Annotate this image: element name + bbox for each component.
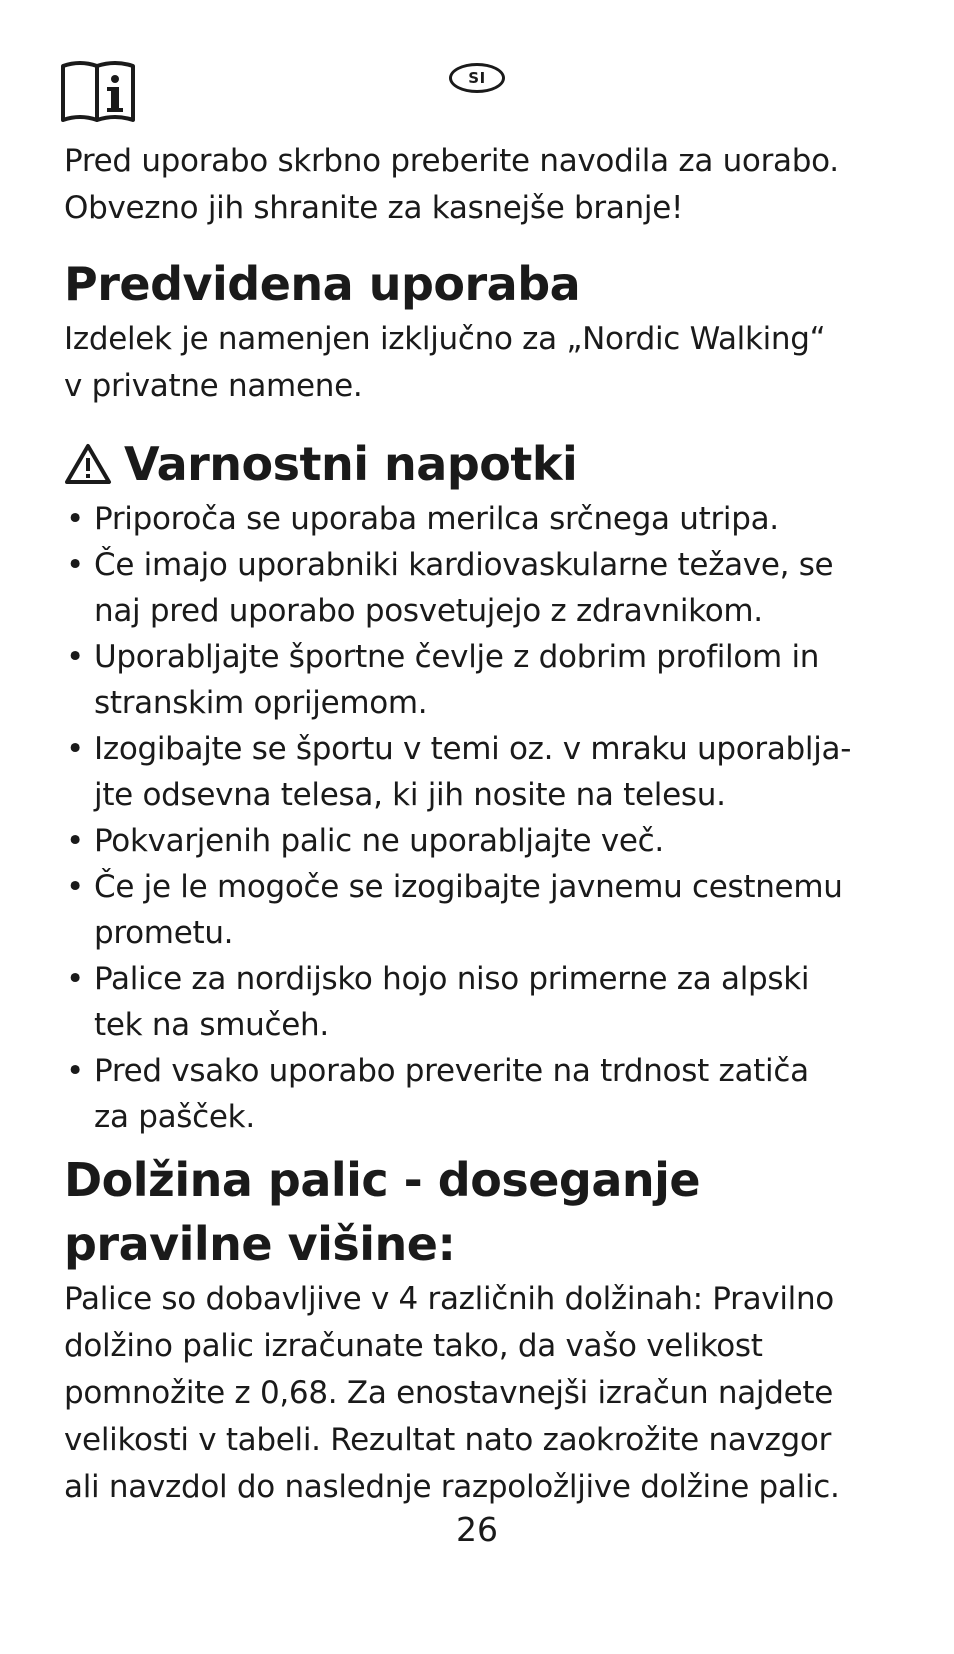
list-item-line: Če je le mogoče se izogibajte javnemu cestnemu xyxy=(94,869,843,905)
list-item-line: Če imajo uporabniki kardiovaskularne težave, se xyxy=(94,547,834,583)
list-item xyxy=(64,818,904,864)
pole-length-line: ali navzdol do naslednje razpoložljive dolžine palic. xyxy=(64,1469,840,1505)
list-item xyxy=(64,864,904,956)
intended-use-heading: Predvidena uporaba xyxy=(64,257,581,311)
intended-use-line: Izdelek je namenjen izključno za „Nordic Walking“ xyxy=(64,321,826,357)
list-item-line: za pašček. xyxy=(94,1099,255,1135)
list-item-line: stranskim oprijemom. xyxy=(94,685,428,721)
intended-use-text xyxy=(64,316,904,410)
language-badge: SI xyxy=(449,63,505,93)
list-item-line: prometu. xyxy=(94,915,234,951)
pole-length-line: dolžino palic izračunate tako, da vašo velikost xyxy=(64,1328,763,1364)
list-item-line: tek na smučeh. xyxy=(94,1007,329,1043)
list-item-line: Uporabljajte športne čevlje z dobrim profilom in xyxy=(94,639,820,675)
pole-length-line: velikosti v tabeli. Rezultat nato zaokrožite navzgor xyxy=(64,1422,832,1458)
pole-length-line: pomnožite z 0,68. Za enostavnejši izračun najdete xyxy=(64,1375,834,1411)
intended-use-line: v privatne namene. xyxy=(64,368,363,404)
pole-length-line: Palice so dobavljive v 4 različnih dolžinah: Pravilno xyxy=(64,1281,834,1317)
list-item-line: Priporoča se uporaba merilca srčnega utripa. xyxy=(94,501,779,537)
list-item-line: Izogibajte se športu v temi oz. v mraku uporablja- xyxy=(94,731,852,767)
list-item xyxy=(64,542,904,634)
list-item-line: Pokvarjenih palic ne uporabljajte več. xyxy=(94,823,664,859)
pole-length-heading-line: pravilne višine: xyxy=(64,1217,456,1271)
intro-text xyxy=(64,138,904,232)
warning-triangle-icon xyxy=(64,442,112,486)
list-item xyxy=(64,726,904,818)
list-item-line: naj pred uporabo posvetujejo z zdravnikom. xyxy=(94,593,763,629)
list-item-line: Palice za nordijsko hojo niso primerne za alpski xyxy=(94,961,810,997)
list-item xyxy=(64,1048,904,1140)
list-item-line: jte odsevna telesa, ki jih nosite na telesu. xyxy=(94,777,726,813)
intro-line: Obvezno jih shranite za kasnejše branje! xyxy=(64,190,684,226)
list-item xyxy=(64,956,904,1048)
list-item xyxy=(64,496,904,542)
page-number: 26 xyxy=(456,1510,498,1549)
open-book-info-icon xyxy=(60,60,138,126)
intro-line: Pred uporabo skrbno preberite navodila za uorabo. xyxy=(64,143,839,179)
pole-length-heading xyxy=(64,1148,904,1276)
pole-length-text xyxy=(64,1276,904,1511)
main-content xyxy=(64,138,904,1511)
list-item-line: Pred vsako uporabo preverite na trdnost zatiča xyxy=(94,1053,809,1089)
safety-heading xyxy=(64,432,904,496)
list-item xyxy=(64,634,904,726)
safety-heading-text: Varnostni napotki xyxy=(124,437,578,491)
safety-list xyxy=(64,496,904,1140)
pole-length-heading-line: Dolžina palic - doseganje xyxy=(64,1153,701,1207)
